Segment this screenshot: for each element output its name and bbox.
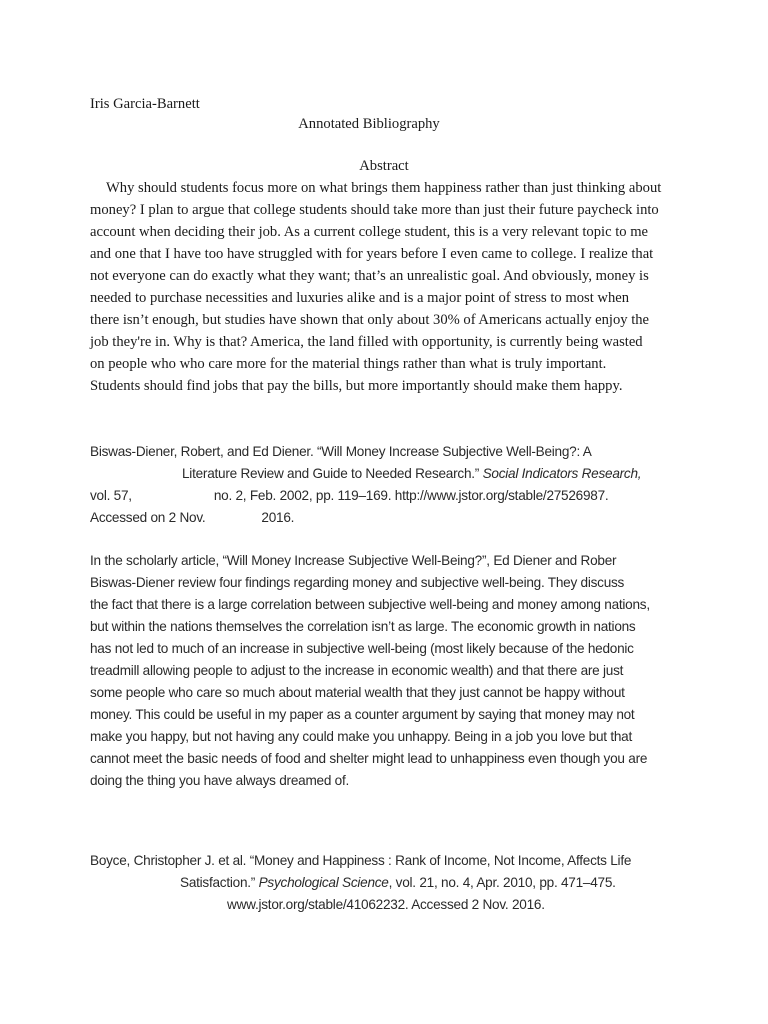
annotation-line: money. This could be useful in my paper as a counter argument by saying that money may not	[90, 707, 635, 722]
citation-boyce	[90, 850, 631, 916]
citation-line: Boyce, Christopher J. et al. “Money and Happiness : Rank of Income, Not Income, Affects Life	[90, 853, 632, 868]
annotation-biswas-diener	[90, 550, 650, 792]
citation-line	[90, 507, 641, 529]
abstract-line: Students should find jobs that pay the bills, but more importantly should make them happy.	[90, 378, 623, 394]
abstract-line: and one that I have too have struggled with for years before I even came to college. I realize that	[90, 246, 654, 262]
citation-year: 2016.	[261, 510, 295, 525]
citation-biswas-diener	[90, 441, 641, 529]
citation-details: no. 2, Feb. 2002, pp. 119–169. http://www.jstor.org/stable/27526987.	[213, 488, 609, 503]
citation-line: www.jstor.org/stable/41062232. Accessed 2 Nov. 2016.	[227, 897, 545, 912]
citation-article-title: Literature Review and Guide to Needed Research.”	[182, 466, 480, 481]
author-name: Iris Garcia-Barnett	[90, 96, 200, 112]
citation-line	[90, 872, 631, 894]
abstract-heading: Abstract	[359, 158, 409, 174]
abstract-line: not everyone can do exactly what they want; that’s an unrealistic goal. And obviously, money is	[90, 268, 649, 284]
annotation-line: treadmill allowing people to adjust to the increase in economic wealth) and that there are just	[90, 663, 624, 678]
abstract-line: account when deciding their job. As a current college student, this is a very relevant topic to me	[90, 224, 649, 240]
annotation-line: Biswas-Diener review four findings regarding money and subjective well-being. They discuss	[90, 575, 625, 590]
abstract-line: there isn’t enough, but studies have shown that only about 30% of Americans actually enjoy the	[90, 312, 650, 328]
document-title: Annotated Bibliography	[298, 116, 440, 132]
annotation-line: cannot meet the basic needs of food and shelter might lead to unhappiness even though you are	[90, 751, 648, 766]
annotation-line: make you happy, but not having any could make you unhappy. Being in a job you love but that	[90, 729, 633, 744]
abstract-line: job they're in. Why is that? America, the land filled with opportunity, is currently being wasted	[90, 334, 643, 350]
annotation-line: but within the nations themselves the correlation isn’t as large. The economic growth in nations	[90, 619, 636, 634]
annotation-line: has not led to much of an increase in subjective well-being (most likely because of the hedonic	[90, 641, 634, 656]
annotation-line: the fact that there is a large correlation between subjective well-being and money among nations,	[90, 597, 650, 612]
abstract-line: Why should students focus more on what brings them happiness rather than just thinking about	[106, 180, 662, 196]
abstract-line: money? I plan to argue that college students should take more than just their future paycheck into	[90, 202, 659, 218]
abstract-line: needed to purchase necessities and luxuries alike and is a major point of stress to most when	[90, 290, 630, 306]
citation-line: Biswas-Diener, Robert, and Ed Diener. “Will Money Increase Subjective Well-Being?: A	[90, 444, 592, 459]
citation-article-title: Satisfaction.”	[180, 875, 256, 890]
annotation-line: In the scholarly article, “Will Money Increase Subjective Well-Being?”, Ed Diener and Rober	[90, 553, 617, 568]
citation-details: , vol. 21, no. 4, Apr. 2010, pp. 471–475.	[388, 875, 616, 890]
abstract-line: on people who who care more for the material things rather than what is truly important.	[90, 356, 607, 372]
citation-line	[90, 485, 641, 507]
journal-name: Psychological Science	[258, 875, 389, 890]
journal-name: Social Indicators Research,	[482, 466, 642, 481]
annotation-line: doing the thing you have always dreamed of.	[90, 773, 350, 788]
citation-volume: vol. 57,	[90, 488, 132, 503]
annotation-line: some people who care so much about material wealth that they just cannot be happy without	[90, 685, 625, 700]
citation-accessed: Accessed on 2 Nov.	[90, 510, 206, 525]
citation-line	[90, 463, 641, 485]
abstract-paragraph	[90, 177, 661, 397]
